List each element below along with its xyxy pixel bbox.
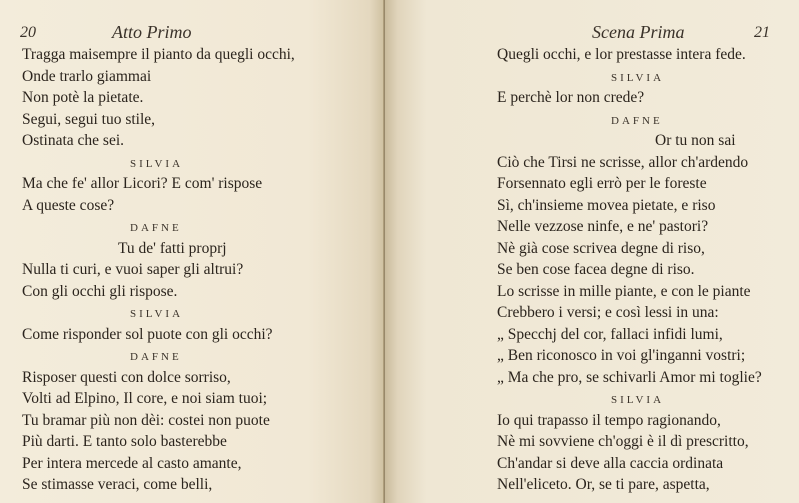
right-page — [385, 0, 799, 503]
verse-line: Lo scrisse in mille piante, e con le piante — [497, 282, 751, 300]
verse-line: E perchè lor non crede? — [497, 89, 645, 106]
verse-line: Quegli occhi, e lor prestasse intera fede. — [497, 46, 746, 63]
verse-line: Ch'andar si deve alla caccia ordinata — [497, 454, 724, 472]
verse-line: Per intera mercede al casto amante, — [22, 454, 242, 472]
verse-line: Come risponder sol puote con gli occhi? — [22, 325, 273, 343]
verse-line: Nelle vezzose ninfe, e ne' pastori? — [497, 218, 709, 235]
speaker-label: SILVIA — [611, 71, 665, 84]
verse-line: „ Specchj del cor, fallaci infidi lumi, — [497, 325, 723, 343]
verse-line: Segui, segui tuo stile, — [22, 110, 156, 128]
verse-line: Se ben cose facea degne di riso. — [497, 261, 695, 278]
verse-line: Onde trarlo giammai — [22, 67, 152, 85]
verse-line: Nè già cose scrivea degne di riso, — [497, 239, 705, 257]
verse-line: Crebbero i versi; e così lessi in una: — [497, 304, 719, 321]
speaker-label: SILVIA — [130, 308, 184, 320]
speaker-label: SILVIA — [611, 394, 665, 406]
speaker-label: DAFNE — [130, 351, 182, 363]
verse-line: Nulla ti curi, e vuoi saper gli altrui? — [22, 261, 244, 278]
verse-line: Or tu non sai — [655, 132, 736, 149]
verse-line: Tu bramar più non dèi: costei non puote — [22, 411, 270, 429]
verse-line: Sì, ch'insieme movea pietate, e riso — [497, 196, 716, 214]
verse-line: „ Ma che pro, se schivarli Amor mi toglie? — [497, 368, 762, 386]
speaker-label: DAFNE — [130, 222, 182, 234]
running-head: Atto Primo — [112, 22, 192, 42]
speaker-label: DAFNE — [611, 114, 663, 127]
verse-line: Io qui trapasso il tempo ragionando, — [497, 411, 721, 429]
running-head: Scena Prima — [592, 22, 685, 42]
verse-line: A queste cose? — [22, 196, 115, 214]
speaker-label: SILVIA — [130, 157, 184, 170]
verse-line: Forsennato egli errò per le foreste — [497, 175, 707, 192]
verse-line: Ostinata che sei. — [22, 132, 125, 149]
verse-line: Tragga maisempre il pianto da quegli occhi, — [22, 46, 295, 63]
verse-line: Ma che fe' allor Licori? E com' rispose — [22, 175, 263, 192]
verse-line: Volti ad Elpino, Il core, e noi siam tuoi; — [22, 390, 268, 407]
verse-line: „ Ben riconosco in voi gl'inganni vostri; — [497, 347, 746, 364]
verse-line: Non potè la pietate. — [22, 89, 144, 106]
verse-line: Con gli occhi gli rispose. — [22, 282, 178, 300]
verse-line: Nè mi sovviene ch'oggi è il dì prescritto, — [497, 433, 749, 450]
left-page — [0, 0, 385, 503]
verse-line: Tu de' fatti proprj — [118, 239, 227, 257]
verse-line: Più darti. E tanto solo basterebbe — [22, 433, 227, 450]
page-number: 20 — [20, 24, 36, 41]
verse-line: Ciò che Tirsi ne scrisse, allor ch'ardendo — [497, 153, 749, 171]
page-number: 21 — [754, 24, 770, 41]
verse-line: Risposer questi con dolce sorriso, — [22, 368, 231, 386]
verse-line: Se stimasse veraci, come belli, — [22, 476, 213, 493]
verse-line: Nell'eliceto. Or, se ti pare, aspetta, — [497, 476, 710, 493]
